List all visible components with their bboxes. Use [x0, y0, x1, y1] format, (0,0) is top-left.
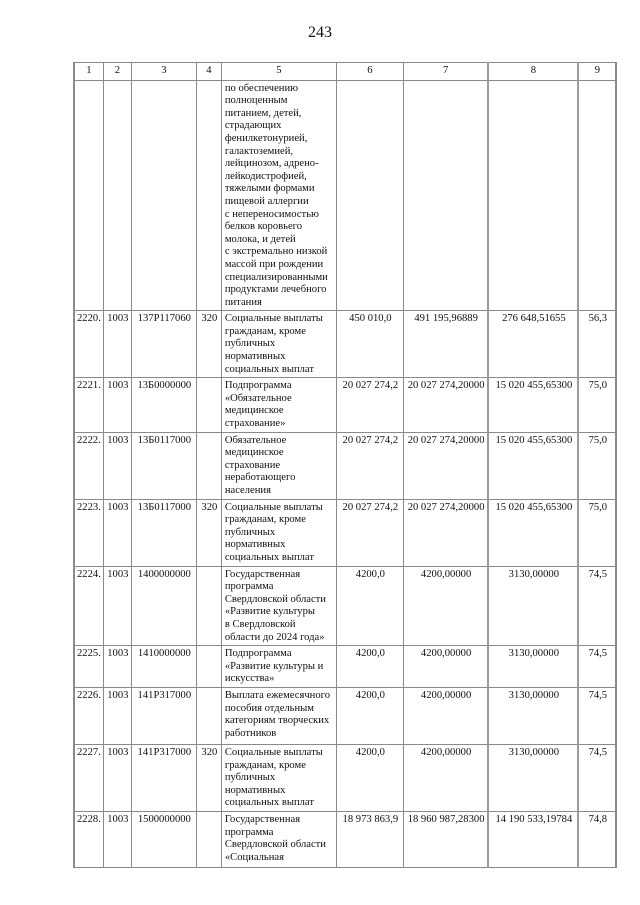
item-name-line: тяжелыми формами	[224, 183, 315, 195]
expense-type-code: 320	[196, 311, 221, 378]
row-number: 2224.	[74, 566, 103, 646]
section-code: 1003	[103, 378, 131, 432]
item-name-line: массой при рождении	[224, 258, 324, 270]
header-col-2: 2	[103, 63, 131, 81]
item-name-line: Свердловской области	[224, 593, 326, 605]
table-header	[74, 63, 616, 81]
target-article-code: 137Р117060	[131, 311, 196, 378]
expense-type-code	[196, 432, 221, 499]
item-name-line: категориям творческих	[224, 715, 330, 727]
header-col-4: 4	[196, 63, 221, 81]
item-name-line: Государственная	[224, 568, 301, 580]
section-code: 1003	[103, 687, 131, 744]
approved-amount: 20 027 274,2	[336, 432, 403, 499]
row-number: 2225.	[74, 646, 103, 688]
item-name-line: лейцинозом, адрено-	[224, 158, 319, 170]
expense-type-code	[196, 378, 221, 432]
table-row	[74, 566, 616, 646]
target-article-code: 13Б0000000	[131, 378, 196, 432]
item-name-line: в Свердловской	[224, 618, 296, 630]
target-article-code: 1410000000	[131, 646, 196, 688]
item-name-line: Подпрограмма	[224, 380, 292, 392]
item-name-line: публичных	[224, 526, 276, 538]
planned-amount	[403, 80, 488, 311]
item-name-line: специализированными	[224, 271, 328, 283]
item-name-line: области до 2024 года»	[224, 631, 325, 643]
planned-amount: 4200,00000	[403, 744, 488, 811]
header-col-8: 8	[488, 63, 578, 81]
executed-amount: 14 190 533,19784	[488, 811, 578, 867]
item-name-line: пищевой аллергии	[224, 195, 309, 207]
item-name-line: населения	[224, 485, 271, 497]
execution-percent: 74,5	[578, 646, 616, 688]
row-number: 2222.	[74, 432, 103, 499]
item-name	[221, 311, 336, 378]
expense-type-code	[196, 811, 221, 867]
row-number: 2228.	[74, 811, 103, 867]
item-name-line: Обязательное	[224, 434, 287, 446]
section-code: 1003	[103, 311, 131, 378]
item-name	[221, 378, 336, 432]
table-body	[74, 80, 616, 867]
item-name-line: галактоземией,	[224, 145, 294, 157]
item-name-line: нормативных	[224, 351, 286, 363]
target-article-code: 13Б0117000	[131, 499, 196, 566]
target-article-code: 141Р317000	[131, 687, 196, 744]
execution-percent: 56,3	[578, 311, 616, 378]
target-article-code: 141Р317000	[131, 744, 196, 811]
expense-type-code	[196, 80, 221, 311]
expense-type-code: 320	[196, 499, 221, 566]
expense-type-code	[196, 646, 221, 688]
execution-percent: 74,5	[578, 566, 616, 646]
executed-amount: 276 648,51655	[488, 311, 578, 378]
planned-amount: 4200,00000	[403, 646, 488, 688]
approved-amount: 4200,0	[336, 566, 403, 646]
approved-amount: 20 027 274,2	[336, 378, 403, 432]
section-code: 1003	[103, 646, 131, 688]
approved-amount: 4200,0	[336, 646, 403, 688]
table-row	[74, 432, 616, 499]
item-name-line: гражданам, кроме	[224, 514, 306, 526]
item-name-line: неработающего	[224, 472, 296, 484]
row-number	[74, 80, 103, 311]
item-name	[221, 744, 336, 811]
item-name-line: программа	[224, 581, 274, 593]
planned-amount: 4200,00000	[403, 687, 488, 744]
table-row	[74, 499, 616, 566]
item-name	[221, 432, 336, 499]
item-name-line: Подпрограмма	[224, 648, 292, 660]
approved-amount: 18 973 863,9	[336, 811, 403, 867]
item-name-line: Государственная	[224, 813, 301, 825]
executed-amount: 15 020 455,65300	[488, 378, 578, 432]
item-name-line: работников	[224, 727, 277, 739]
item-name	[221, 499, 336, 566]
table-row	[74, 378, 616, 432]
budget-table	[73, 62, 617, 868]
item-name-line: «Развитие культуры и	[224, 660, 324, 672]
item-name-line: «Обязательное	[224, 392, 292, 404]
header-col-9: 9	[578, 63, 616, 81]
planned-amount: 4200,00000	[403, 566, 488, 646]
item-name-line: страхование	[224, 459, 281, 471]
row-number: 2227.	[74, 744, 103, 811]
item-name-line: Социальные выплаты	[224, 501, 323, 513]
row-number: 2223.	[74, 499, 103, 566]
item-name-line: лейкодистрофией,	[224, 170, 307, 182]
header-col-3: 3	[131, 63, 196, 81]
expense-type-code	[196, 687, 221, 744]
item-name-line: гражданам, кроме	[224, 759, 306, 771]
page-number: 243	[308, 24, 332, 41]
item-name-line: с непереносимостью	[224, 208, 319, 220]
item-name-line: публичных	[224, 338, 276, 350]
row-number: 2226.	[74, 687, 103, 744]
item-name-line: белков коровьего	[224, 221, 303, 233]
approved-amount: 4200,0	[336, 744, 403, 811]
item-name	[221, 811, 336, 867]
item-name-line: искусства»	[224, 673, 275, 685]
target-article-code	[131, 80, 196, 311]
planned-amount: 20 027 274,20000	[403, 378, 488, 432]
planned-amount: 491 195,96889	[403, 311, 488, 378]
table-row	[74, 311, 616, 378]
item-name-line: полноценным	[224, 95, 288, 107]
section-code: 1003	[103, 811, 131, 867]
item-name-line: нормативных	[224, 539, 286, 551]
header-col-7: 7	[403, 63, 488, 81]
planned-amount: 20 027 274,20000	[403, 499, 488, 566]
header-row	[74, 63, 616, 81]
item-name-line: питания	[224, 296, 262, 308]
row-number: 2221.	[74, 378, 103, 432]
item-name-line: Социальные выплаты	[224, 746, 323, 758]
item-name-line: продуктами лечебного	[224, 284, 327, 296]
item-name-line: медицинское	[224, 447, 284, 459]
approved-amount	[336, 80, 403, 311]
planned-amount: 18 960 987,28300	[403, 811, 488, 867]
item-name-line: питанием, детей,	[224, 107, 302, 119]
execution-percent: 74,8	[578, 811, 616, 867]
item-name	[221, 566, 336, 646]
item-name-line: страхование»	[224, 418, 286, 430]
item-name	[221, 687, 336, 744]
table-row	[74, 687, 616, 744]
item-name-line: публичных	[224, 772, 276, 784]
executed-amount: 15 020 455,65300	[488, 432, 578, 499]
executed-amount: 3130,00000	[488, 646, 578, 688]
header-col-6: 6	[336, 63, 403, 81]
item-name-line: медицинское	[224, 405, 284, 417]
item-name-line: «Развитие культуры	[224, 606, 315, 618]
item-name-line: Социальные выплаты	[224, 313, 323, 325]
executed-amount: 3130,00000	[488, 744, 578, 811]
item-name-line: социальных выплат	[224, 552, 314, 563]
executed-amount: 3130,00000	[488, 687, 578, 744]
approved-amount: 4200,0	[336, 687, 403, 744]
item-name-line: программа	[224, 826, 274, 838]
executed-amount: 15 020 455,65300	[488, 499, 578, 566]
execution-percent	[578, 80, 616, 311]
item-name-line: социальных выплат	[224, 797, 314, 809]
planned-amount: 20 027 274,20000	[403, 432, 488, 499]
item-name-line: страдающих	[224, 120, 282, 132]
executed-amount	[488, 80, 578, 311]
executed-amount: 3130,00000	[488, 566, 578, 646]
execution-percent: 75,0	[578, 499, 616, 566]
execution-percent: 75,0	[578, 378, 616, 432]
item-name-line: фенилкетонурией,	[224, 132, 308, 144]
execution-percent: 74,5	[578, 744, 616, 811]
item-name-line: нормативных	[224, 784, 286, 796]
item-name-line: Выплата ежемесячного	[224, 689, 331, 701]
item-name-line: социальных выплат	[224, 363, 314, 375]
item-name-line: молока, и детей	[224, 233, 296, 245]
target-article-code: 1400000000	[131, 566, 196, 646]
approved-amount: 20 027 274,2	[336, 499, 403, 566]
expense-type-code: 320	[196, 744, 221, 811]
table-row	[74, 744, 616, 811]
item-name	[221, 646, 336, 688]
section-code: 1003	[103, 432, 131, 499]
section-code	[103, 80, 131, 311]
item-name-line: с экстремально низкой	[224, 246, 328, 258]
table-row	[74, 80, 616, 311]
table-row	[74, 811, 616, 867]
section-code: 1003	[103, 566, 131, 646]
item-name-line: по обеспечению	[224, 82, 299, 94]
table-row	[74, 646, 616, 688]
expense-type-code	[196, 566, 221, 646]
row-number: 2220.	[74, 311, 103, 378]
target-article-code: 1500000000	[131, 811, 196, 867]
item-name-line: «Социальная	[224, 851, 284, 863]
item-name	[221, 80, 336, 311]
execution-percent: 75,0	[578, 432, 616, 499]
approved-amount: 450 010,0	[336, 311, 403, 378]
section-code: 1003	[103, 744, 131, 811]
item-name-line: Свердловской области	[224, 839, 326, 851]
header-col-5: 5	[221, 63, 336, 81]
target-article-code: 13Б0117000	[131, 432, 196, 499]
header-col-1: 1	[74, 63, 103, 81]
item-name-line: пособия отдельным	[224, 702, 315, 714]
section-code: 1003	[103, 499, 131, 566]
item-name-line: гражданам, кроме	[224, 325, 306, 337]
execution-percent: 74,5	[578, 687, 616, 744]
